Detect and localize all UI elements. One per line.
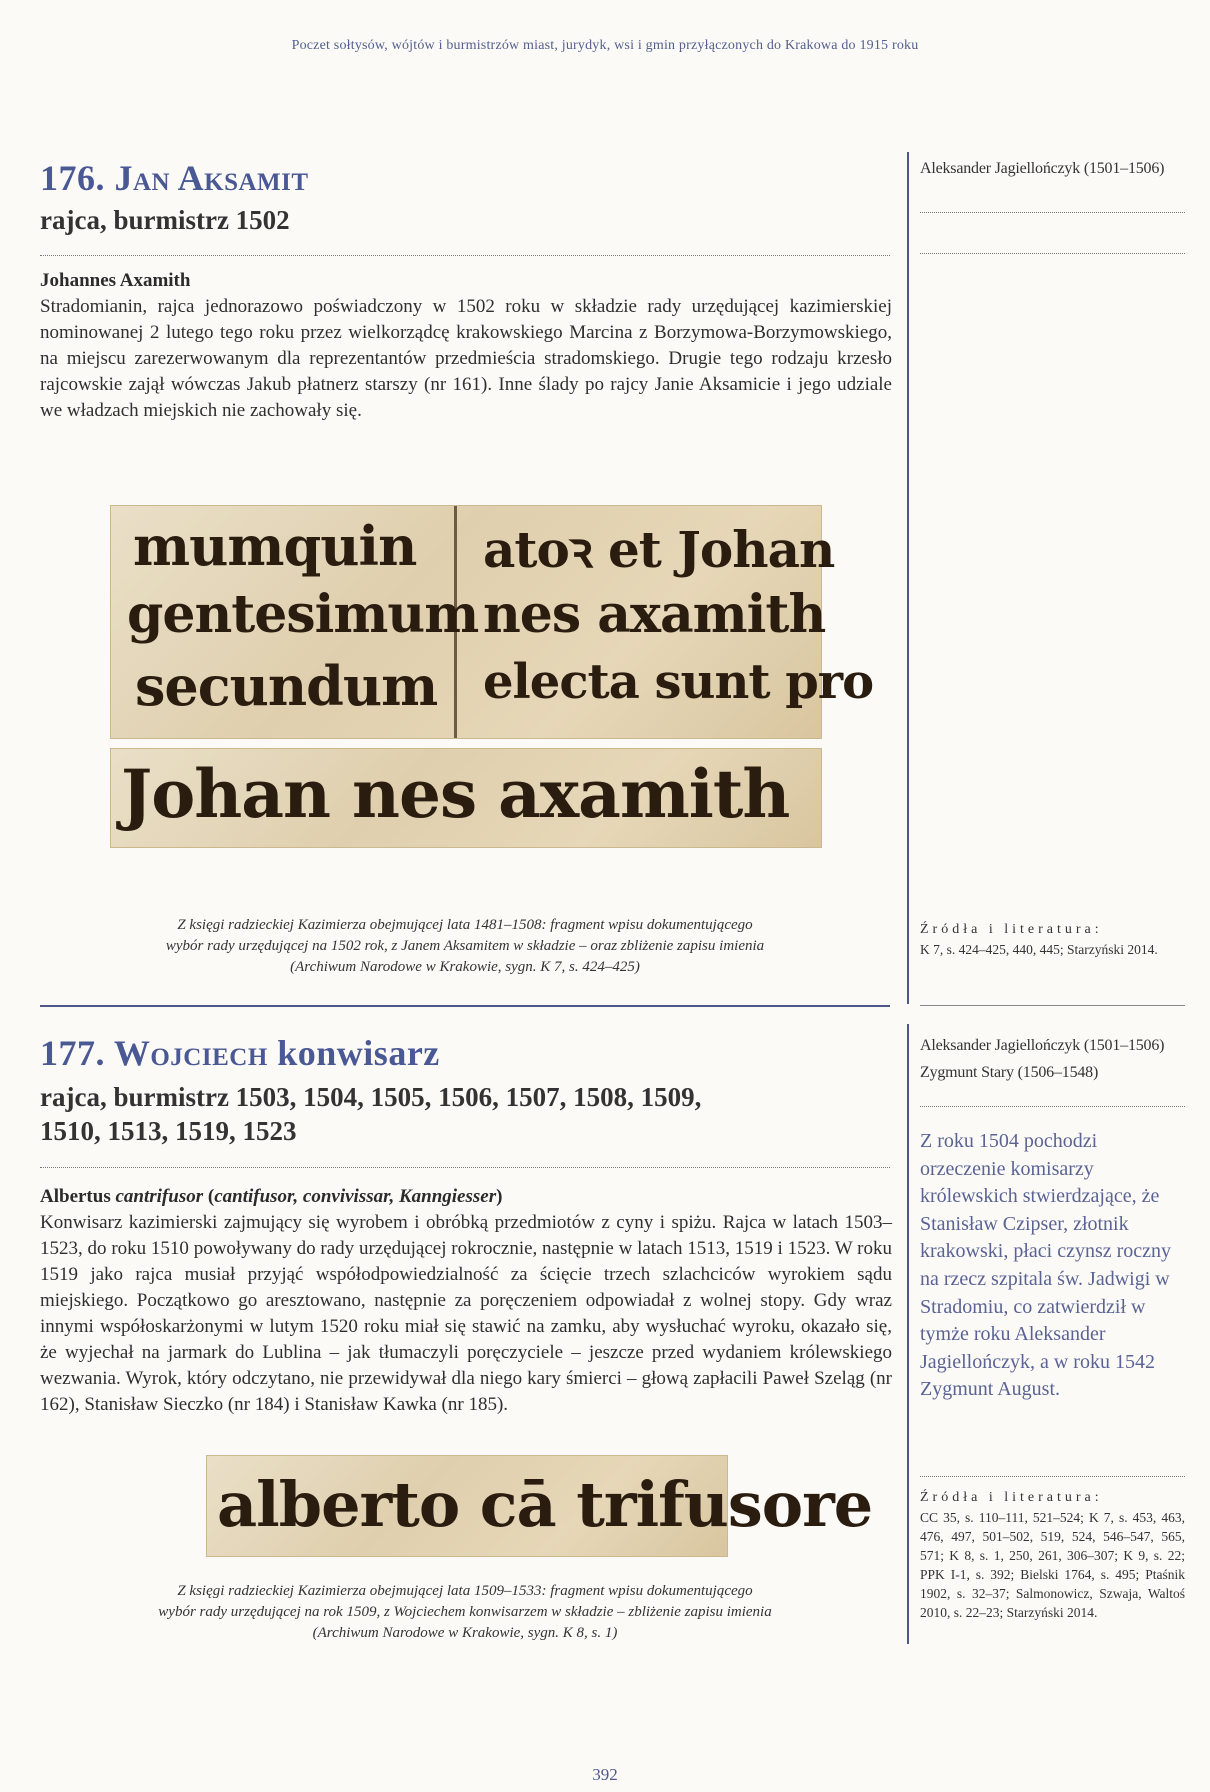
caption-line: (Archiwum Narodowe w Krakowie, sygn. K 8, s. 1): [312, 1625, 618, 1641]
sources-heading: Źródła i literatura:: [920, 922, 1103, 937]
manuscript-image-176: [110, 505, 874, 739]
sources-176: [920, 922, 1185, 959]
sources-list: K 7, s. 424–425, 440, 445; Starzyński 2014.: [920, 942, 1158, 957]
entry-offices: [40, 1081, 892, 1149]
side-separator: [920, 1005, 1185, 1006]
entry-number: 177.: [40, 1033, 105, 1073]
running-header: Poczet sołtysów, wójtów i burmistrzów miast, jurydyk, wsi i gmin przyłączonych do Krakowa do 1915 roku: [291, 38, 919, 53]
latin-name-part: cantrifusor: [115, 1186, 204, 1207]
caption-line: Z księgi radzieckiej Kazimierza obejmującej lata 1481–1508: fragment wpisu dokumentującego: [177, 917, 753, 933]
manuscript-line: secundum: [135, 654, 438, 718]
latin-name-variants: cantifusor, convivissar, Kanngiesser: [214, 1186, 497, 1207]
figure-caption-177: [40, 1581, 890, 1644]
side-note: [920, 1128, 1185, 1404]
latin-name: [40, 1185, 892, 1210]
manuscript-line: mumquin: [133, 514, 417, 578]
manuscript-zoom-text: Johan nes axamith: [121, 755, 790, 833]
sources-177: [920, 1490, 1185, 1622]
entry-title: [40, 1035, 892, 1073]
side-column-176: [920, 155, 1185, 182]
caption-line: (Archiwum Narodowe w Krakowie, sygn. K 7, s. 424–425): [290, 959, 640, 975]
entry-name: Wojciech: [113, 1033, 268, 1073]
side-divider: [920, 1106, 1185, 1107]
entry-177: [40, 1035, 892, 1148]
caption-line: wybór rady urzędującej na rok 1509, z Wojciechem konwisarzem w składzie – zbliżenie zapisu imienia: [158, 1604, 772, 1620]
entry-name-suffix: konwisarz: [277, 1033, 440, 1073]
sources-list: CC 35, s. 110–111, 521–524; K 7, s. 453, 463, 476, 497, 501–502, 519, 524, 546–547, 565, 571; K 8, s. 1, 250, 261, 306–307; K 9, s. 22; PPK I-1, s. 392; Bielski 1764, s. 495; Ptaśnik 1902, s. 32–37; Salmonowicz, Szwaja, Waltoś 2010, s. 22–23; Starzyński 2014.: [920, 1510, 1185, 1620]
manuscript-zoom-177: [206, 1455, 873, 1557]
reign-label: Zygmunt Stary (1506–1548): [920, 1064, 1099, 1081]
entry-text: Konwisarz kazimierski zajmujący się wyrobem i obróbką przedmiotów z cyny i spiżu. Rajca w latach 1503–1523, do roku 1510 powoływany do rady urzędującej rokrocznie, następnie w latach 1513, 1519 i 1523. W roku 1519 jako rajca musiał przyjąć współodpowiedzialność za ścięcie trzech szlachciców wyrokiem sądu miejskiego. Początkowo go aresztowano, następnie za poręczeniem odpowiadał z wolnej stopy. Gdy wraz innymi współoskarżonymi w lutym 1520 roku miał się stawić na zamku, aby wysłuchać wyroku, okazało się, że wyjechał na jarmark do Lublina – jak tłumaczyli poręczyciele – jeszcze przed wydaniem królewskiego wezwania. Wyrok, który odczytano, nie przewidywał dla niego kary śmierci – głową zapłacili Paweł Szeląg (nr 162), Stanisław Sieczko (nr 184) i Stanisław Kawka (nr 185).: [40, 1211, 892, 1415]
caption-line: Z księgi radzieckiej Kazimierza obejmującej lata 1509–1533: fragment wpisu dokumentującego: [177, 1583, 753, 1599]
sources-heading: Źródła i literatura:: [920, 1490, 1103, 1505]
manuscript-line: gentesimum: [127, 584, 479, 645]
figure-caption-176: [40, 915, 890, 978]
entry-title: [40, 160, 892, 198]
entry-176-body: [40, 269, 892, 424]
reign-label: Aleksander Jagiellończyk (1501–1506): [920, 160, 1165, 177]
entry-text: Stradomianin, rajca jednorazowo poświadczony w 1502 roku w składzie rady urzędującej kazimierskiej nominowanej 2 lutego tego roku przez wielkorządcę krakowskiego Marcina z Borzymowa-Borzymowskiego, na miejscu zarezerwowanym dla reprezentantów przedmieścia stradomskiego. Drugie tego rodzaju krzesło rajcowskie zajął wówczas Jakub płatnerz starszy (nr 161). Inne ślady po rajcy Janie Aksamicie i jego udziale we władzach miejskich nie zachowały się.: [40, 295, 892, 421]
side-divider: [920, 253, 1185, 254]
entry-number: 176.: [40, 158, 105, 198]
manuscript-line: atoꝛ et Johan: [483, 520, 835, 579]
entry-176-divider: [40, 255, 890, 256]
reign-label: Aleksander Jagiellończyk (1501–1506): [920, 1037, 1165, 1054]
side-divider: [920, 1476, 1185, 1477]
entry-separator: [40, 1005, 890, 1007]
page-number: 392: [592, 1765, 618, 1784]
entry-176: [40, 160, 892, 238]
manuscript-zoom-176: [110, 748, 822, 848]
entry-offices: rajca, burmistrz 1502: [40, 204, 290, 235]
caption-line: wybór rady urzędującej na 1502 rok, z Janem Aksamitem w składzie – oraz zbliżenie zapisu imienia: [165, 938, 765, 954]
manuscript-zoom-text: alberto cā trifusore: [217, 1468, 873, 1541]
side-note-text: Z roku 1504 pochodzi orzeczenie komisarzy królewskich stwierdzające, że Stanisław Czipser, złotnik krakowski, płaci czynsz roczny na rzecz szpitala św. Jadwigi w Stradomiu, co zatwierdził w tymże roku Aleksander Jagiellończyk, a w roku 1542 Zygmunt August.: [920, 1130, 1172, 1401]
latin-name-part: Albertus: [40, 1186, 116, 1207]
column-divider-top: [907, 152, 909, 1004]
offices-line: rajca, burmistrz 1503, 1504, 1505, 1506, 1507, 1508, 1509,: [40, 1081, 702, 1112]
side-column-177: [920, 1032, 1185, 1086]
latin-name-part: ): [496, 1186, 503, 1207]
latin-name-part: (: [203, 1186, 215, 1207]
side-divider: [920, 212, 1185, 213]
offices-line: 1510, 1513, 1519, 1523: [40, 1115, 297, 1146]
entry-177-divider: [40, 1167, 890, 1168]
manuscript-line: electa sunt pro: [483, 654, 874, 710]
entry-name: Jan Aksamit: [114, 158, 309, 198]
column-divider-bottom: [907, 1024, 909, 1644]
entry-177-body: [40, 1185, 892, 1418]
latin-name: Johannes Axamith: [40, 270, 191, 291]
manuscript-line: nes axamith: [483, 584, 826, 645]
